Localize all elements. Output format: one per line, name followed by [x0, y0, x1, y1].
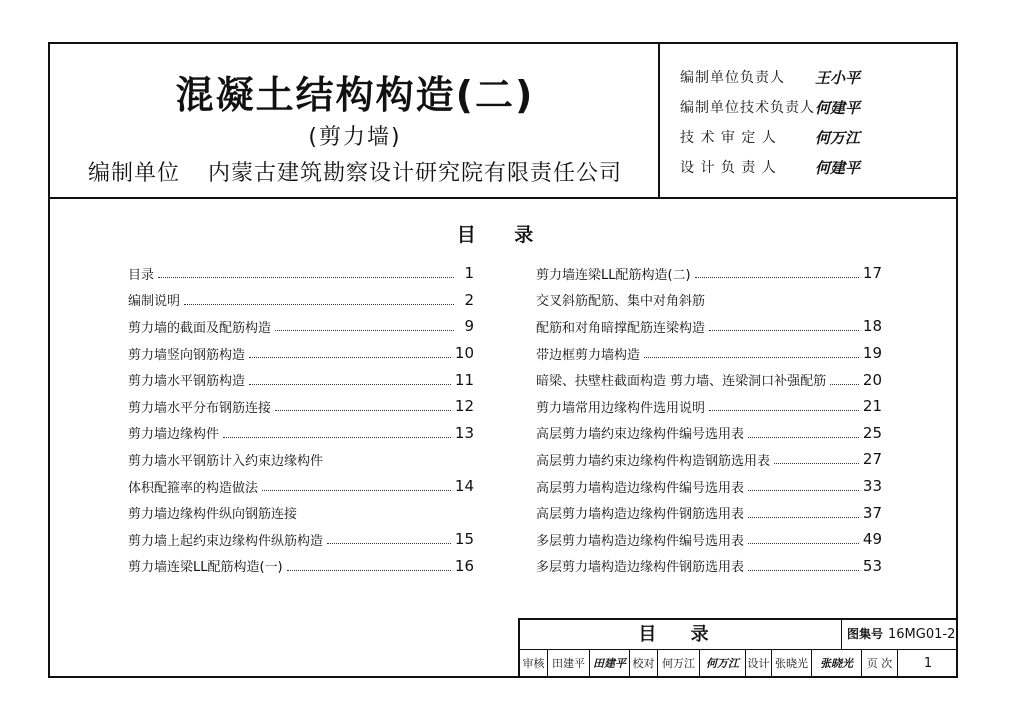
toc-entry-title: 高层剪力墙构造边缘构件钢筋选用表 — [536, 507, 745, 523]
toc-entry-page: 9 — [464, 317, 474, 336]
sub-title: (剪力墙) — [308, 125, 402, 150]
toc-leader-dots — [709, 329, 859, 331]
responsibles-list — [680, 62, 950, 182]
toc-leader-dots — [262, 489, 451, 491]
checker-signature: 何万江 — [700, 650, 746, 678]
responsible-row — [680, 152, 950, 182]
toc-leader-dots — [748, 516, 859, 518]
main-title: 混凝土结构构造(二) — [175, 73, 535, 117]
header-divider — [50, 197, 956, 199]
toc-entry-page: 21 — [862, 397, 882, 416]
toc-leader-dots — [158, 276, 454, 278]
toc-entry-title: 剪力墙边缘构件 — [128, 427, 220, 443]
drawing-frame — [48, 42, 958, 678]
toc-entry[interactable] — [128, 260, 474, 287]
toc-entry-title: 剪力墙的截面及配筋构造 — [128, 320, 272, 336]
page-label: 页 次 — [862, 650, 898, 678]
toc-leader-dots — [695, 276, 859, 278]
toc-leader-dots — [830, 383, 859, 385]
toc-leader-dots — [287, 569, 451, 571]
toc-entry[interactable] — [536, 499, 882, 526]
designer-name: 张晓光 — [772, 650, 812, 678]
toc-entry-title: 交叉斜筋配筋、集中对角斜筋 — [536, 294, 706, 310]
toc-entry-page: 2 — [464, 290, 474, 309]
toc-entry-page: 25 — [862, 423, 882, 442]
toc-entry-page: 15 — [454, 530, 474, 549]
responsible-row — [680, 92, 950, 122]
toc-entry-title: 编制说明 — [128, 294, 181, 310]
toc-entry-title: 带边框剪力墙构造 — [536, 347, 641, 363]
toc-entry[interactable] — [536, 340, 882, 367]
design-label: 设计 — [746, 650, 772, 678]
responsible-signature: 何建平 — [815, 98, 861, 117]
toc-leader-dots — [249, 383, 451, 385]
toc-entry[interactable] — [128, 420, 474, 447]
toc-entry[interactable] — [536, 366, 882, 393]
toc-entry-page: 16 — [454, 556, 474, 575]
toc-entry[interactable] — [536, 260, 882, 287]
toc-leader-dots — [223, 436, 451, 438]
toc-entry-page: 27 — [862, 450, 882, 469]
title-block-top-row — [520, 620, 958, 650]
toc-entry-page: 1 — [464, 264, 474, 283]
toc-entry[interactable] — [128, 313, 474, 340]
toc-entry-title: 剪力墙常用边缘构件选用说明 — [536, 400, 706, 416]
toc-entry-page: 20 — [862, 370, 882, 389]
reviewer-signature: 田建平 — [590, 650, 630, 678]
toc-entry-title: 多层剪力墙构造边缘构件钢筋选用表 — [536, 560, 745, 576]
toc-leader-dots — [249, 356, 451, 358]
responsible-role: 编制单位负责人 — [680, 70, 785, 86]
responsible-role: 设 计 负 责 人 — [680, 160, 777, 176]
toc-entry-page: 18 — [862, 317, 882, 336]
toc-entry-page: 10 — [454, 344, 474, 363]
toc-entry[interactable] — [536, 526, 882, 553]
toc-entry-page: 13 — [454, 423, 474, 442]
responsible-signature: 何建平 — [815, 158, 861, 177]
org-label: 编制单位 — [87, 161, 180, 186]
responsible-role: 编制单位技术负责人 — [680, 100, 815, 116]
toc-right-column — [536, 260, 882, 579]
toc-entry[interactable] — [128, 340, 474, 367]
toc-entry-title: 暗梁、扶壁柱截面构造 剪力墙、连梁洞口补强配筋 — [536, 374, 827, 390]
toc-entry[interactable] — [536, 313, 882, 340]
toc-entry-title: 高层剪力墙约束边缘构件构造钢筋选用表 — [536, 453, 771, 469]
responsible-role: 技 术 审 定 人 — [680, 130, 777, 146]
toc-leader-dots — [774, 462, 859, 464]
toc-entry-title: 高层剪力墙约束边缘构件编号选用表 — [536, 427, 745, 443]
reviewer-name: 田建平 — [548, 650, 590, 678]
toc-entry-page: 37 — [862, 503, 882, 522]
toc-entry[interactable] — [128, 393, 474, 420]
toc-entry[interactable] — [536, 446, 882, 473]
toc-leader-dots — [748, 436, 859, 438]
toc-entry[interactable] — [128, 553, 474, 580]
org-name: 内蒙古建筑勘察设计研究院有限责任公司 — [208, 161, 623, 186]
toc-entry-title: 剪力墙水平钢筋计入约束边缘构件 — [128, 453, 324, 469]
toc-entry-title: 剪力墙竖向钢筋构造 — [128, 347, 246, 363]
toc-entry[interactable] — [128, 473, 474, 500]
toc-entry-page: 53 — [862, 556, 882, 575]
toc-leader-dots — [275, 409, 451, 411]
toc-leader-dots — [275, 329, 454, 331]
toc-heading: 目 录 — [456, 224, 550, 246]
toc-entry[interactable] — [536, 473, 882, 500]
toc-entry-title: 剪力墙上起约束边缘构件纵筋构造 — [128, 533, 324, 549]
responsible-signature: 何万江 — [815, 128, 861, 147]
toc-entry-title: 配筋和对角暗撑配筋连梁构造 — [536, 320, 706, 336]
toc-leader-dots — [644, 356, 859, 358]
toc-entry-title: 剪力墙连梁LL配筋构造(二) — [536, 267, 691, 283]
toc-entry-title: 高层剪力墙构造边缘构件编号选用表 — [536, 480, 745, 496]
toc-entry-continued[interactable] — [536, 287, 882, 314]
toc-entry-continued[interactable] — [128, 446, 474, 473]
toc-entry-page: 17 — [862, 264, 882, 283]
toc-entry-page: 19 — [862, 344, 882, 363]
toc-entry-title: 剪力墙连梁LL配筋构造(一) — [128, 560, 283, 576]
toc-entry-page: 14 — [454, 477, 474, 496]
organization-line — [50, 156, 660, 187]
toc-leader-dots — [709, 409, 859, 411]
responsible-row — [680, 122, 950, 152]
toc-entry[interactable] — [536, 553, 882, 580]
toc-entry[interactable] — [536, 393, 882, 420]
toc-leader-dots — [748, 569, 859, 571]
toc-entry-title: 剪力墙水平分布钢筋连接 — [128, 400, 272, 416]
checker-name: 何万江 — [658, 650, 700, 678]
page-number: 1 — [923, 656, 933, 671]
toc-entry-title: 多层剪力墙构造边缘构件编号选用表 — [536, 533, 745, 549]
toc-entry-page: 49 — [862, 530, 882, 549]
toc-entry-page: 11 — [454, 370, 474, 389]
designer-signature: 张晓光 — [812, 650, 862, 678]
title-block-name: 目 录 — [520, 620, 842, 649]
toc-leader-dots — [327, 542, 451, 544]
check-label: 校对 — [630, 650, 658, 678]
responsible-signature: 王小平 — [815, 68, 861, 87]
toc-entry-title: 体积配箍率的构造做法 — [128, 480, 259, 496]
toc-entry-title: 目录 — [128, 267, 155, 283]
toc-leader-dots — [748, 542, 859, 544]
toc-entry-title: 剪力墙边缘构件纵向钢筋连接 — [128, 507, 298, 523]
toc-entry-page: 33 — [862, 477, 882, 496]
atlas-number: 16MG01-2 — [888, 627, 956, 642]
header-title-panel — [50, 44, 660, 199]
toc-entry[interactable] — [128, 366, 474, 393]
toc-entry[interactable] — [536, 420, 882, 447]
toc-entry[interactable] — [128, 526, 474, 553]
toc-entry-page: 12 — [454, 397, 474, 416]
title-block-signoff-row — [520, 650, 958, 678]
toc-leader-dots — [748, 489, 859, 491]
responsible-row — [680, 62, 950, 92]
title-block — [518, 618, 958, 678]
review-label: 审核 — [520, 650, 548, 678]
toc-entry-continued[interactable] — [128, 499, 474, 526]
toc-entry-title: 剪力墙水平钢筋构造 — [128, 374, 246, 390]
toc-leader-dots — [184, 303, 454, 305]
toc-left-column — [128, 260, 474, 579]
toc-entry[interactable] — [128, 287, 474, 314]
atlas-number-label: 图集号 — [846, 627, 883, 641]
